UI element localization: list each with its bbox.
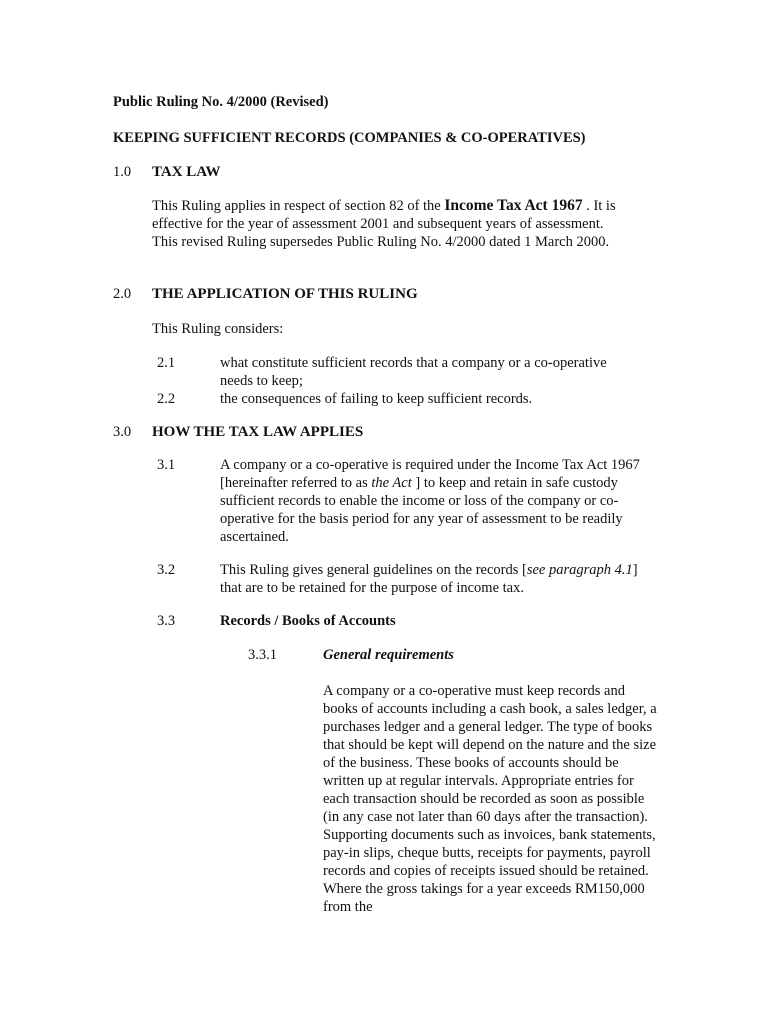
section-1-number: 1.0: [113, 164, 132, 180]
section-2-number: 2.0: [113, 286, 132, 302]
item-2-2-number: 2.2: [157, 391, 176, 407]
section-1-paragraph: [152, 197, 630, 251]
item-3-1-paragraph: [220, 456, 640, 546]
income-tax-act-reference: Income Tax Act 1967: [444, 197, 583, 214]
section-1-heading: TAX LAW: [152, 164, 221, 180]
item-3-3-1-number: 3.3.1: [248, 647, 277, 663]
item-3-2-paragraph: [220, 561, 640, 597]
item-3-1-text-a: A company or a co-operative is required under the Income Tax Act 1967 [hereinafter referred to as: [220, 457, 640, 491]
section-2-intro: This Ruling considers:: [152, 321, 284, 337]
section-3-heading: HOW THE TAX LAW APPLIES: [152, 424, 364, 440]
item-3-2-number: 3.2: [157, 562, 176, 578]
section-2-heading: THE APPLICATION OF THIS RULING: [152, 286, 418, 302]
item-3-1-text-b: ] to keep and retain in safe custody sufficient records to enable the income or loss of the company or co-operative for the basis period for any year of assessment to be readily ascertained.: [220, 475, 623, 545]
item-3-2-text-a: This Ruling gives general guidelines on the records [: [220, 562, 527, 578]
item-3-2-text-b: ] that are to be retained for the purpose of income tax.: [220, 562, 638, 596]
item-2-2-text: the consequences of failing to keep sufficient records.: [220, 391, 533, 407]
document-subject: KEEPING SUFFICIENT RECORDS (COMPANIES & CO-OPERATIVES): [113, 130, 586, 146]
section-1-text-a: This Ruling applies in respect of section 82 of the: [152, 198, 445, 214]
ruling-title: Public Ruling No. 4/2000 (Revised): [113, 94, 329, 110]
item-3-3-1-paragraph: A company or a co-operative must keep records and books of accounts including a cash book, a sales ledger, a purchases ledger and a general ledger. The type of books that should be kept will depend on the nature and the size of the business. These books of accounts should be written up at regular intervals. Appropriate entries for each transaction should be recorded as soon as possible (in any case not later than 60 days after the transaction). Supporting documents such as invoices, bank statements, pay-in slips, cheque butts, receipts for payments, payroll records and copies of receipts issued should be retained. Where the gross takings for a year exceeds RM150,000 from the: [323, 683, 657, 915]
section-1-text-b: . It is effective for the year of assessment 2001 and subsequent years of assessment. This revised Ruling supersedes Public Ruling No. 4/2000 dated 1 March 2000.: [152, 198, 616, 250]
item-3-1-italic: the Act: [371, 475, 412, 491]
item-2-1-text: what constitute sufficient records that a company or a co-operative needs to keep;: [220, 355, 607, 389]
item-3-1-number: 3.1: [157, 457, 176, 473]
item-3-3-1-heading: General requirements: [323, 647, 454, 663]
item-3-2-italic: see paragraph 4.1: [526, 562, 633, 578]
item-3-3-heading: Records / Books of Accounts: [220, 613, 396, 629]
item-2-1-number: 2.1: [157, 355, 176, 371]
item-3-3-number: 3.3: [157, 613, 176, 629]
section-3-number: 3.0: [113, 424, 132, 440]
